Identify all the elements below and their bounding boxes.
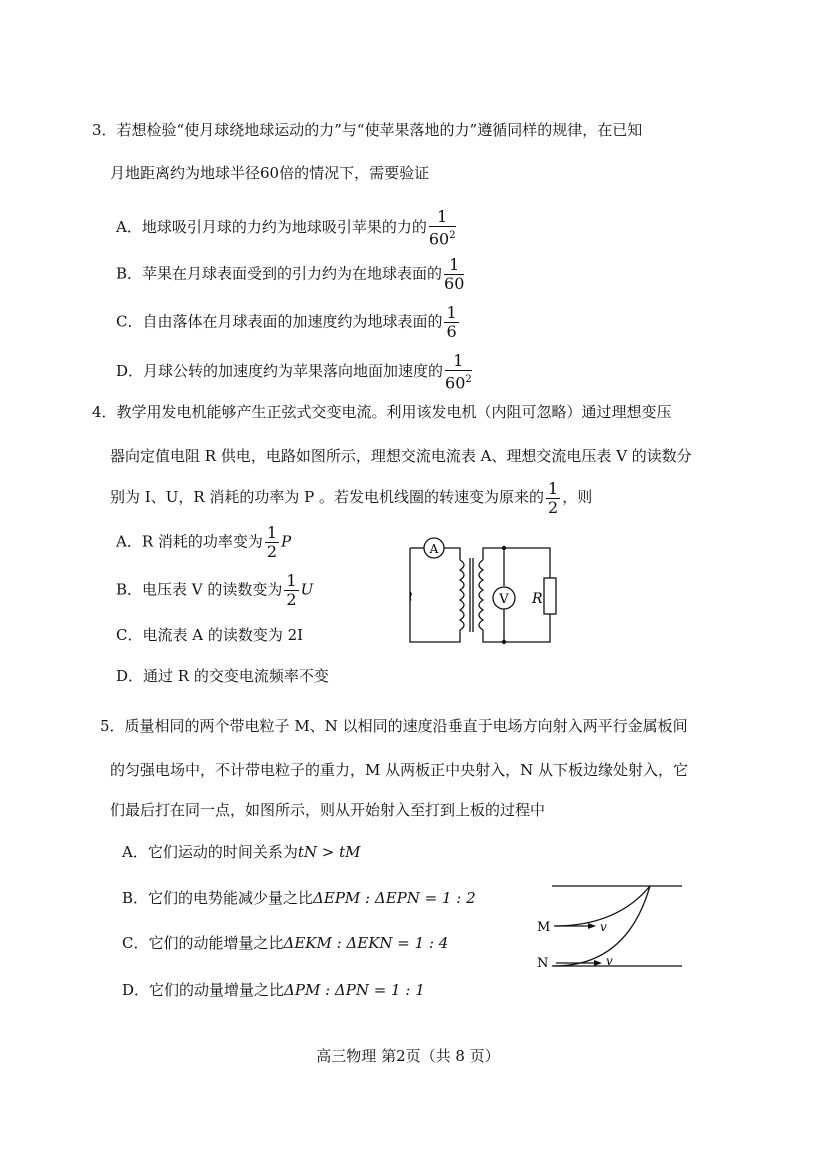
q5-option-d-text: D．它们的动量增量之比 bbox=[122, 981, 285, 999]
q5-option-a-math: tN > tM bbox=[297, 843, 361, 861]
particle-n-label: N bbox=[537, 956, 549, 971]
q4-stem-line3-end: ，则 bbox=[562, 488, 593, 506]
q4-stem-line1: 4．教学用发电机能够产生正弦式交变电流。利用该发电机（内阻可忽略）通过理想变压 bbox=[92, 403, 672, 421]
q3-option-c-fraction bbox=[444, 304, 458, 341]
q4-option-a bbox=[116, 524, 291, 561]
secondary-coil bbox=[479, 560, 483, 630]
q4-circuit-diagram bbox=[398, 530, 568, 655]
velocity-n-label: v bbox=[606, 954, 613, 968]
q5-stem-line2: 的匀强电场中，不计带电粒子的重力，M 从两板正中央射入，N 从下板边缘处射入，它 bbox=[110, 761, 689, 779]
q5-option-a-text: A．它们运动的时间关系为 bbox=[122, 843, 298, 861]
q4-option-a-text: A．R 消耗的功率变为 bbox=[116, 532, 263, 551]
q3-option-a-exp: 2 bbox=[449, 230, 456, 241]
q5-stem-line3: 们最后打在同一点，如图所示，则从开始射入至打到上板的过程中 bbox=[110, 801, 546, 819]
q3-option-d-exp: 2 bbox=[465, 374, 472, 385]
q3-option-a-fraction bbox=[429, 208, 456, 248]
q4-option-b-den: 2 bbox=[286, 590, 297, 609]
q3-option-a-num: 1 bbox=[429, 208, 456, 227]
q4-option-b-fraction bbox=[284, 572, 298, 609]
q5-option-c-math: ΔEKM : ΔEKN = 1 : 4 bbox=[283, 934, 449, 952]
q3-option-d-fraction bbox=[445, 352, 472, 392]
q3-option-d bbox=[116, 352, 474, 392]
q3-option-b bbox=[116, 256, 466, 293]
q4-stem-line3 bbox=[110, 478, 592, 517]
q4-option-b-text: B．电压表 V 的读数变为 bbox=[116, 580, 283, 599]
primary-coil bbox=[460, 560, 464, 630]
q4-option-d: D．通过 R 的交变电流频率不变 bbox=[116, 667, 329, 685]
q3-option-d-den: 60 bbox=[445, 373, 466, 393]
velocity-m-label: v bbox=[600, 920, 607, 934]
q3-option-b-fraction bbox=[444, 256, 464, 293]
q3-stem-line2: 月地距离约为地球半径60倍的情况下，需要验证 bbox=[110, 164, 430, 182]
q5-option-d-math: ΔPM : ΔPN = 1 : 1 bbox=[284, 981, 425, 999]
q4-option-a-den: 2 bbox=[266, 542, 278, 561]
q5-option-c-text: C．它们的动能增量之比 bbox=[122, 934, 284, 952]
ac-source-symbol: ~ bbox=[402, 590, 418, 602]
q3-option-c-text: C．自由落体在月球表面的加速度约为地球表面的 bbox=[116, 312, 443, 331]
q5-option-b bbox=[122, 888, 476, 908]
q3-option-b-num: 1 bbox=[444, 256, 464, 275]
q4-option-b bbox=[116, 572, 313, 609]
q3-option-a bbox=[116, 208, 458, 248]
q4-option-b-var: U bbox=[300, 580, 314, 599]
ammeter-label: A bbox=[429, 542, 439, 556]
page-footer: 高三物理 第2页（共 8 页） bbox=[316, 1047, 500, 1065]
q3-option-c-den: 6 bbox=[446, 322, 457, 341]
q4-stem-frac-den: 2 bbox=[548, 497, 559, 517]
q3-option-c bbox=[116, 304, 461, 341]
q4-stem-fraction bbox=[546, 480, 560, 517]
q5-option-a bbox=[122, 842, 361, 862]
q3-option-c-num: 1 bbox=[446, 303, 457, 322]
voltmeter-label: V bbox=[499, 592, 509, 607]
q4-stem-line3-text: 别为 I、U，R 消耗的功率为 P 。若发电机线圈的转速变为原来的 bbox=[110, 488, 545, 506]
q4-stem-frac-num: 1 bbox=[548, 478, 559, 498]
q4-option-b-num: 1 bbox=[286, 571, 297, 590]
resistor-label: R bbox=[532, 591, 543, 607]
q5-option-b-text: B．它们的电势能减少量之比 bbox=[122, 889, 314, 907]
q4-option-a-fraction bbox=[265, 524, 279, 561]
q5-option-c bbox=[122, 933, 448, 953]
q3-option-d-num: 1 bbox=[445, 352, 472, 371]
q5-option-b-math: ΔEPM : ΔEPN = 1 : 2 bbox=[313, 889, 476, 907]
q3-option-a-den: 60 bbox=[428, 229, 450, 249]
q3-option-d-text: D．月球公转的加速度约为苹果落向地面加速度的 bbox=[116, 362, 444, 381]
q4-option-a-var: P bbox=[281, 532, 292, 551]
q3-stem-line1: 3．若想检验“使月球绕地球运动的力”与“使苹果落地的力”遵循同样的规律，在已知 bbox=[92, 121, 643, 139]
q5-stem-line1: 5．质量相同的两个带电粒子 M、N 以相同的速度沿垂直于电场方向射入两平行金属板间 bbox=[100, 717, 688, 735]
q3-option-b-den: 60 bbox=[444, 274, 465, 293]
q4-stem-line2: 器向定值电阻 R 供电，电路如图所示，理想交流电流表 A、理想交流电压表 V 的读数分 bbox=[110, 447, 692, 465]
resistor-symbol bbox=[544, 578, 556, 614]
q5-option-d bbox=[122, 980, 425, 1000]
q3-option-b-text: B．苹果在月球表面受到的引力约为在地球表面的 bbox=[116, 264, 443, 283]
q5-field-diagram bbox=[532, 878, 688, 973]
q3-option-a-text: A．地球吸引月球的力约为地球吸引苹果的力的 bbox=[116, 218, 427, 237]
q4-option-a-num: 1 bbox=[266, 523, 278, 542]
particle-m-label: M bbox=[537, 920, 551, 935]
q4-option-c: C．电流表 A 的读数变为 2I bbox=[116, 626, 304, 644]
